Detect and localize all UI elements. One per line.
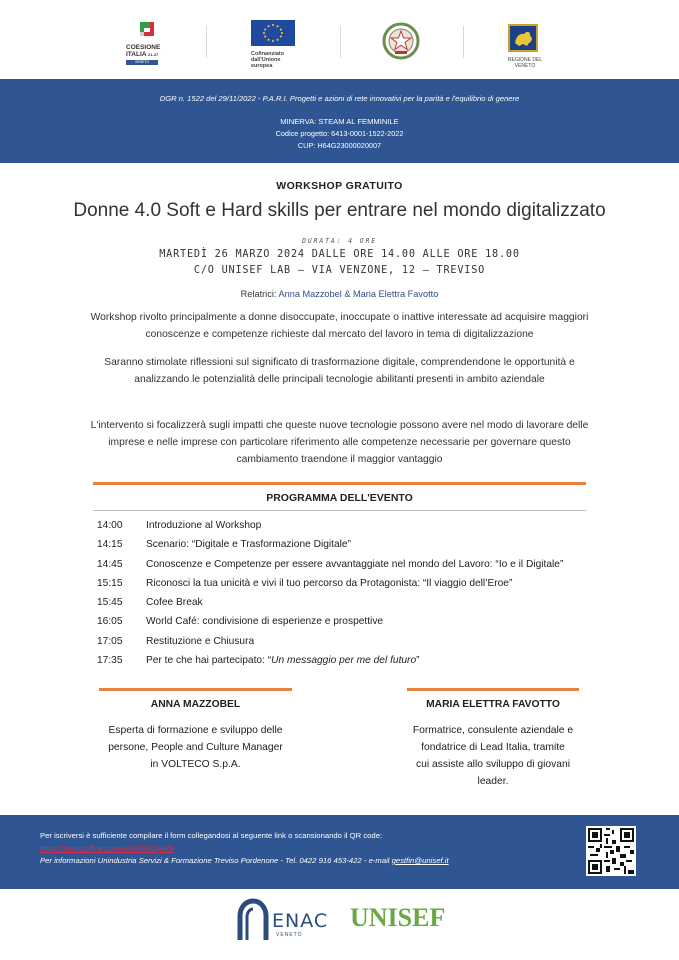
agenda-item	[97, 539, 617, 558]
description-paragraph: L'intervento si focalizzerà sugli impatti che queste nuove tecnologie possono avere nel modo di lavorare delle imprese e nelle imprese con particolare riferimento alle competenze necessarie per governare questo cambiamento traendone il maggior vantaggio	[90, 420, 589, 465]
agenda-text: World Café: condivisione di esperienze e prospettive	[146, 616, 384, 628]
speakers-label: Relatrici:	[240, 289, 277, 299]
project-info-banner	[0, 79, 679, 163]
enac-arch-icon	[236, 898, 270, 942]
unisef-logo: UNISEF	[350, 903, 446, 932]
agenda-time: 14:45	[97, 558, 123, 570]
section-divider-thin	[93, 510, 586, 511]
agenda-text: Riconosci la tua unicità e vivi il tuo percorso da Protagonista: “Il viaggio dell’Eroe”	[146, 577, 513, 589]
agenda-item	[97, 616, 617, 635]
italian-republic-emblem-icon	[382, 22, 420, 65]
project-name: MINERVA: STEAM AL FEMMINILE	[280, 117, 399, 126]
speaker-divider	[407, 688, 579, 691]
qr-code-icon[interactable]	[586, 826, 636, 876]
contact-email[interactable]: gestfin@unisef.it	[391, 856, 449, 865]
agenda-text: Restituzione e Chiusura	[146, 635, 255, 647]
logo-divider	[463, 26, 464, 58]
footer-logos	[0, 895, 679, 955]
agenda-item	[97, 520, 617, 539]
speaker-name: ANNA MAZZOBEL	[150, 699, 241, 710]
agenda-text: Per te che hai partecipato: “	[146, 655, 272, 667]
agenda-item	[97, 597, 617, 616]
speaker-bio: Formatrice, consulente aziendale e fondatrice di Lead Italia, tramite cui assiste allo sviluppo di giovani leader.	[412, 725, 574, 787]
event-title: Donne 4.0 Soft e Hard skills per entrare nel mondo digitalizzato	[73, 200, 606, 221]
event-date: MARTEDÌ 26 MARZO 2024 DALLE ORE 14.00 ALLE ORE 18.00	[159, 249, 520, 260]
signup-form-link[interactable]: https://forms.office.com/e/910MXDjaV9	[40, 843, 174, 853]
agenda-text: Introduzione al Workshop	[146, 520, 262, 531]
enac-veneto-logo: ENAC VENETO	[236, 898, 326, 950]
cup-code: CUP: H64G23000020007	[297, 141, 382, 150]
program-title: PROGRAMMA DELL'EVENTO	[266, 492, 413, 504]
regione-veneto-logo: REGIONE DEL VENETO	[503, 24, 547, 69]
agenda-time: 14:00	[97, 520, 123, 531]
agenda-text: Conoscenze e Competenze per essere avvantaggiate nel mondo del Lavoro: “Io e il Digitale”	[146, 558, 564, 570]
agenda-time: 17:05	[97, 635, 123, 647]
logo-divider	[340, 26, 341, 58]
description-paragraph: Saranno stimolate riflessioni sul significato di trasformazione digitale, comprendendone le opportunità e analizzando le potenzialità delle principali tecnologie abilitanti presenti in ambito aziendale	[104, 357, 575, 385]
eu-flag-icon	[251, 20, 295, 46]
project-code: Codice progetto: 6413-0001-1522-2022	[275, 129, 404, 138]
speaker-divider	[99, 688, 292, 691]
contact-info: Per informazioni Unindustria Servizi & Formazione Treviso Pordenone - Tel. 0422 916 453-422 - e-mail gestfin@unisef.it	[40, 856, 449, 865]
agenda-time: 15:15	[97, 577, 123, 589]
agenda-item	[97, 578, 617, 597]
program-agenda	[97, 520, 617, 674]
speaker-bio: Esperta di formazione e sviluppo delle persone, People and Culture Manager in VOLTECO S.p.A.	[108, 725, 283, 770]
event-location: C/O UNISEF LAB – VIA VENZONE, 12 – TREVISO	[193, 265, 486, 276]
agenda-time: 16:05	[97, 616, 123, 628]
agenda-time: 14:15	[97, 539, 123, 551]
eu-cofunded-logo: Cofinanziato dall'Unione europea	[251, 20, 297, 69]
agenda-time: 17:35	[97, 655, 123, 667]
coesione-italia-logo: COESIONE ITALIA 21-27 VENETO	[126, 20, 168, 65]
speaker-name: MARIA ELETTRA FAVOTTO	[426, 699, 560, 710]
agenda-text-tail: ”	[416, 655, 420, 667]
agenda-item	[97, 559, 617, 578]
event-duration: DURATA: 4 ORE	[301, 237, 377, 245]
agenda-item	[97, 636, 617, 655]
agenda-item	[97, 655, 617, 674]
agenda-time: 15:45	[97, 597, 123, 609]
agenda-text-emphasis: Un messaggio per me del futuro	[271, 655, 417, 667]
speakers-names: Anna Mazzobel & Maria Elettra Favotto	[278, 289, 439, 299]
lion-of-saint-mark-icon	[508, 24, 538, 52]
workshop-label: WORKSHOP GRATUITO	[276, 180, 403, 192]
event-speakers	[0, 289, 679, 299]
dgr-reference: DGR n. 1522 del 29/11/2022 - P.A.R.I. Progetti e azioni di rete innovativi per la parità e l'equilibrio di genere	[159, 94, 520, 103]
agenda-text: Scenario: “Digitale e Trasformazione Digitale”	[146, 539, 351, 551]
logo-divider	[206, 26, 207, 58]
signup-instruction: Per iscriversi è sufficiente compilare il form collegandosi al seguente link o scansionando il QR code:	[40, 831, 383, 840]
section-divider	[93, 482, 586, 485]
agenda-text: Cofee Break	[146, 597, 203, 609]
description-paragraph: Workshop rivolto principalmente a donne disoccupate, inoccupate o inattive interessate ad acquisire maggiori conoscenze e competenze richieste dal mercato del lavoro in tema di digitalizzazione	[90, 312, 589, 340]
signup-banner	[0, 815, 679, 889]
partner-logos	[0, 0, 679, 80]
